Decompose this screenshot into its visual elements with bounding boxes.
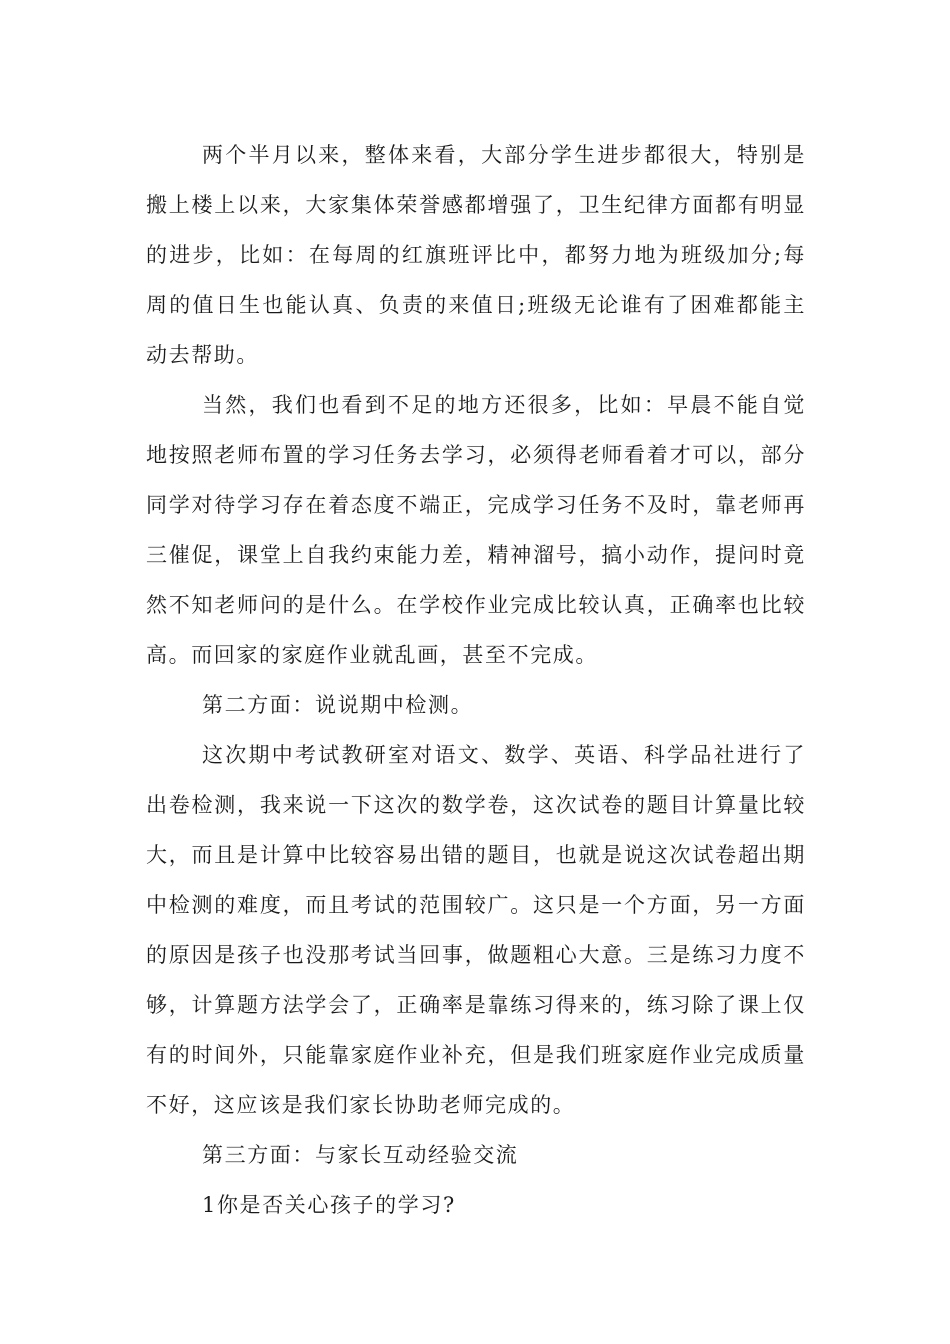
paragraph-shortcomings: 当然，我们也看到不足的地方还很多，比如：早晨不能自觉地按照老师布置的学习任务去学习，必须得老师看着才可以，部分同学对待学习存在着态度不端正，完成学习任务不及时，靠老师再三催促，课堂上自我约束能力差，精神溜号，搞小动作，提问时竟然不知老师问的是什么。在学校作业完成比较认真，正确率也比较高。而回家的家庭作业就乱画，甚至不完成。 [146,393,806,667]
question-item: 1你是否关心孩子的学习? [202,1193,456,1217]
section-heading-parent-exchange: 第三方面：与家长互动经验交流 [202,1143,519,1167]
document-body [146,130,806,1230]
section-heading-midterm: 第二方面：说说期中检测。 [202,693,474,717]
paragraph-midterm-analysis: 这次期中考试教研室对语文、数学、英语、科学品社进行了出卷检测，我来说一下这次的数学卷，这次试卷的题目计算量比较大，而且是计算中比较容易出错的题目，也就是说这次试卷超出期中检测的难度，而且考试的范围较广。这只是一个方面，另一方面的原因是孩子也没那考试当回事，做题粗心大意。三是练习力度不够，计算题方法学会了，正确率是靠练习得来的，练习除了课上仅有的时间外，只能靠家庭作业补充，但是我们班家庭作业完成质量不好，这应该是我们家长协助老师完成的。 [146,743,806,1117]
paragraph-progress: 两个半月以来，整体来看，大部分学生进步都很大，特别是搬上楼上以来，大家集体荣誉感都增强了，卫生纪律方面都有明显的进步，比如：在每周的红旗班评比中，都努力地为班级加分;每周的值日生也能认真、负责的来值日;班级无论谁有了困难都能主动去帮助。 [146,143,806,367]
